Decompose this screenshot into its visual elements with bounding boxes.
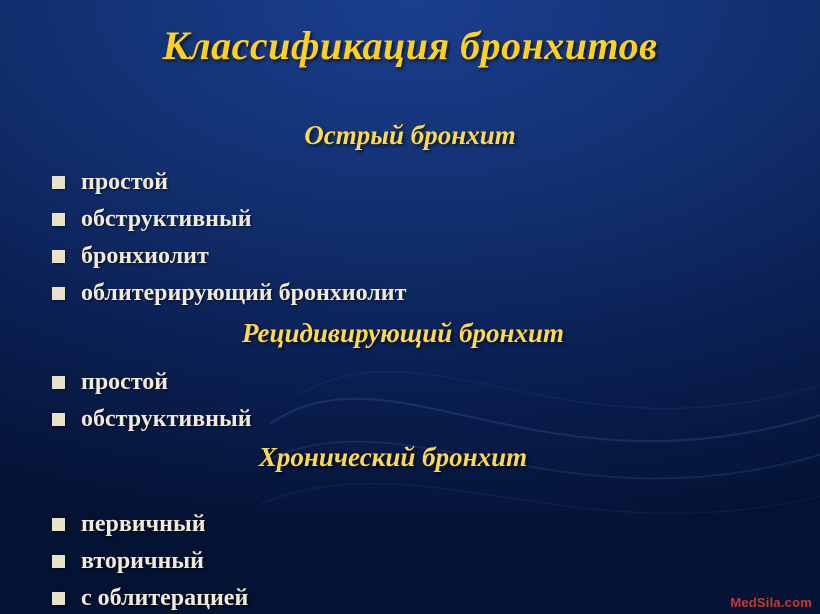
page-title: Классификация бронхитов: [162, 23, 658, 68]
watermark: MedSila.com: [730, 595, 812, 610]
square-bullet-icon: [52, 213, 65, 226]
square-bullet-icon: [52, 413, 65, 426]
list-item-label: с облитерацией: [81, 585, 249, 611]
list-item-label: вторичный: [81, 548, 204, 574]
list-item: [52, 364, 252, 401]
list-item-label: простой: [81, 369, 169, 395]
list-item-label: простой: [81, 169, 169, 195]
list-item: [52, 401, 252, 438]
list-item-label: обструктивный: [81, 406, 252, 432]
square-bullet-icon: [52, 518, 65, 531]
list-item: [52, 506, 248, 543]
square-bullet-icon: [52, 592, 65, 605]
bullet-list-recurrent: [52, 364, 252, 438]
square-bullet-icon: [52, 555, 65, 568]
square-bullet-icon: [52, 376, 65, 389]
list-item-label: облитерирующий бронхиолит: [81, 280, 407, 306]
list-item: [52, 580, 248, 614]
list-item: [52, 201, 406, 238]
list-item: [52, 238, 406, 275]
square-bullet-icon: [52, 250, 65, 263]
square-bullet-icon: [52, 176, 65, 189]
square-bullet-icon: [52, 287, 65, 300]
bullet-list-chronic: [52, 506, 248, 614]
list-item-label: бронхиолит: [81, 243, 209, 269]
section-heading-chronic: Хронический бронхит: [258, 442, 528, 472]
bullet-list-acute: [52, 164, 406, 312]
list-item-label: обструктивный: [81, 206, 252, 232]
section-heading-recurrent: Рецидивирующий бронхит: [241, 318, 565, 348]
list-item: [52, 275, 406, 312]
list-item: [52, 164, 406, 201]
list-item-label: первичный: [81, 511, 206, 537]
section-heading-acute: Острый бронхит: [304, 120, 516, 150]
list-item: [52, 543, 248, 580]
